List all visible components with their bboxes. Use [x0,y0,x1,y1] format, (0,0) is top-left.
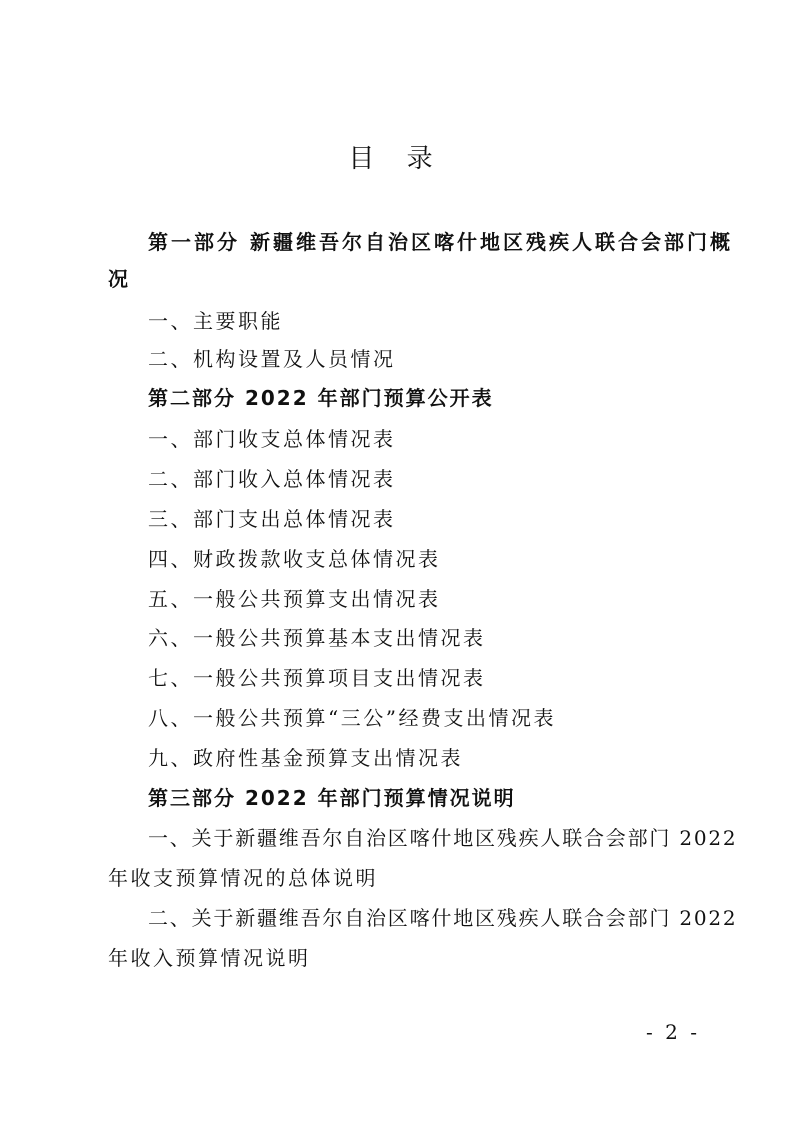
toc-item: 八、一般公共预算“三公”经费支出情况表 [148,706,556,730]
toc-item: 四、财政拨款收支总体情况表 [148,547,441,571]
toc-item: 一、关于新疆维吾尔自治区喀什地区残疾人联合会部门 2022 [148,826,738,850]
toc-item: 九、政府性基金预算支出情况表 [148,746,463,770]
toc-item: 五、一般公共预算支出情况表 [148,587,441,611]
toc-item: 一、主要职能 [148,309,283,333]
toc-item: 一、部门收支总体情况表 [148,427,396,451]
part1-heading-line2: 况 [108,267,130,291]
toc-item: 二、关于新疆维吾尔自治区喀什地区残疾人联合会部门 2022 [148,906,738,930]
toc-item: 七、一般公共预算项目支出情况表 [148,666,486,690]
part3-heading: 第三部分 2022 年部门预算情况说明 [148,786,516,810]
part2-heading: 第二部分 2022 年部门预算公开表 [148,386,494,410]
toc-item-continuation: 年收支预算情况的总体说明 [108,866,378,890]
page-number: - 2 - [646,1020,700,1044]
toc-title: 目 录 [348,144,445,174]
toc-item: 二、机构设置及人员情况 [148,347,396,371]
toc-item: 二、部门收入总体情况表 [148,467,396,491]
toc-item: 三、部门支出总体情况表 [148,507,396,531]
part1-heading-line1: 第一部分 新疆维吾尔自治区喀什地区残疾人联合会部门概 [148,230,733,254]
toc-item: 六、一般公共预算基本支出情况表 [148,626,486,650]
toc-item-continuation: 年收入预算情况说明 [108,946,311,970]
